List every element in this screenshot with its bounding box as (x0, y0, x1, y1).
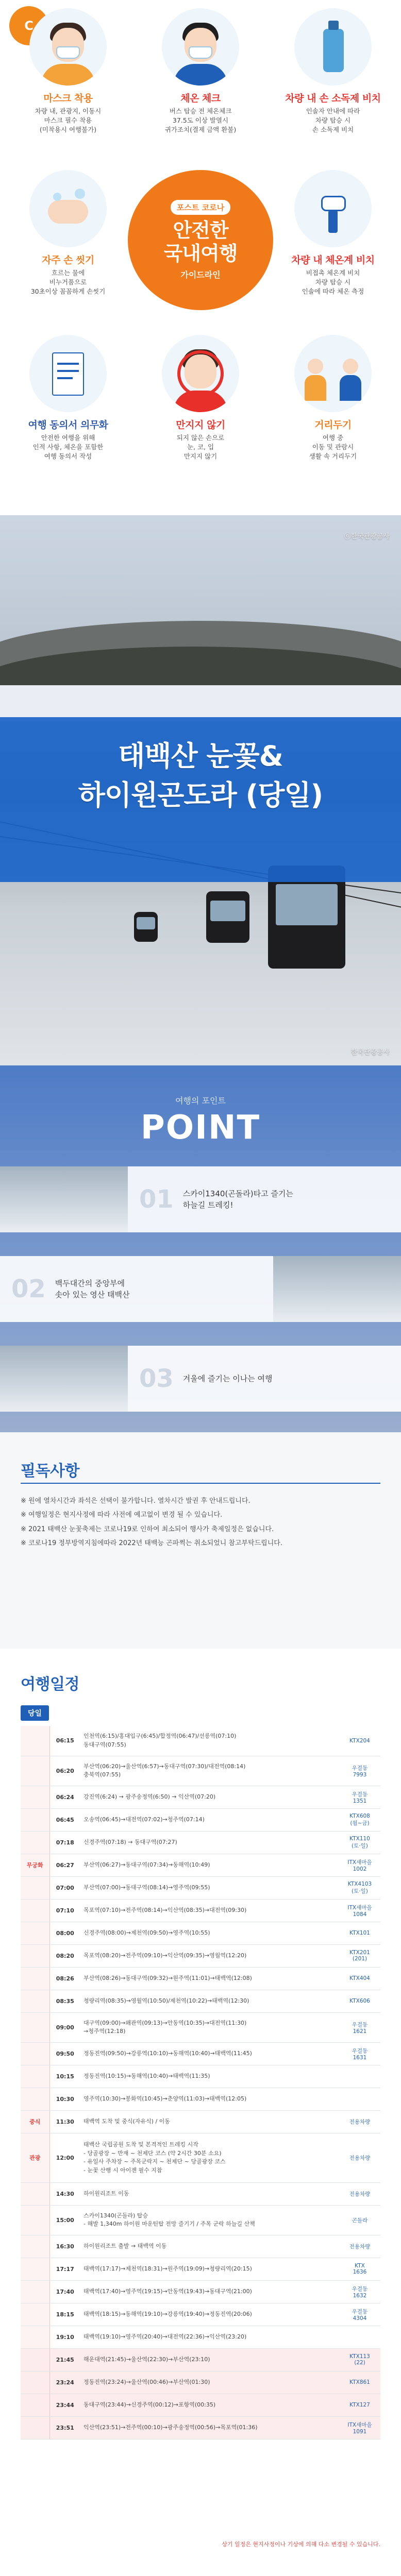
schedule-desc: 태백역 도착 및 중식(자유식) / 이동 (80, 2110, 339, 2133)
schedule-desc: 강진역(6:24) → 광주송정역(6:50) → 익산역(07:20) (80, 1786, 339, 1808)
guide-tile-desc: 차량 내, 관광지, 이동시 마스크 필수 착용 (미착용시 여행불가) (35, 107, 102, 134)
schedule-row (21, 1808, 380, 1831)
handwash-icon (29, 170, 107, 247)
schedule-desc: 부산역(08:26)→동대구역(09:32)→원주역(11:01)→태백역(12:08) (80, 1967, 339, 1990)
schedule-transport: KTX201 (201) (339, 1944, 380, 1967)
point-box (128, 1346, 401, 1412)
schedule-time: 08:00 (49, 1922, 80, 1944)
schedule-transport (339, 2088, 380, 2110)
guide-tile-desc: 비접촉 체온계 비치 차량 탑승 시 인솔에 따라 체온 측정 (302, 269, 364, 296)
schedule-desc: 태백산 국립공원 도착 및 본격적인 트레킹 시작 - 당골광장 ~ 반재 ~ 천제단 코스 (약 2시간 30분 소요) - 유일사 주차장 ~ 주목군락지 ~ 천제단 ~ 당골광장 코스 - 눈꽃 산행 시 아이젠 필수 지참 (80, 2133, 339, 2182)
schedule-group (21, 2182, 49, 2205)
schedule-row (21, 2348, 380, 2371)
schedule-table (21, 1726, 380, 2439)
schedule-desc: 부산역(07:00)→동대구역(08:14)→영주역(09:55) (80, 1876, 339, 1899)
schedule-time: 11:30 (49, 2110, 80, 2133)
schedule-group (21, 2371, 49, 2394)
schedule-group (21, 2065, 49, 2088)
guide-tile-desc: 되지 않은 손으로 눈, 코, 입 만지지 않기 (176, 434, 225, 461)
schedule-time: 23:44 (49, 2394, 80, 2416)
guide-tile-title: 만지지 않기 (176, 419, 225, 431)
schedule-group (21, 1922, 49, 1944)
schedule-transport: KTX861 (339, 2371, 380, 2394)
schedule-transport: KTX606 (339, 1990, 380, 2012)
point-item (0, 1346, 401, 1412)
schedule-row (21, 2133, 380, 2182)
point-subtitle: 여행의 포인트 (175, 1096, 226, 1106)
schedule-time: 06:27 (49, 1854, 80, 1876)
schedule-time: 08:20 (49, 1944, 80, 1967)
schedule-transport: 우걸동 7993 (339, 1756, 380, 1786)
schedule-desc: 정동진역(10:15)→동해역(10:40)→태백역(11:35) (80, 2065, 339, 2088)
point-box (128, 1166, 401, 1232)
schedule-group (21, 2088, 49, 2110)
schedule-group (21, 2303, 49, 2326)
point-item (0, 1256, 401, 1322)
day-tab[interactable]: 당일 (21, 1705, 49, 1721)
guideline-tag: 가이드라인 (180, 269, 221, 280)
guide-tile-title: 여행 동의서 의무화 (28, 419, 108, 431)
safety-guide-section (0, 0, 401, 515)
schedule-transport: 전용차량 (339, 2110, 380, 2133)
schedule-desc: 오송역(06:45)→대전역(07:02)→청주역(07:14) (80, 1808, 339, 1831)
thermometer-icon (294, 170, 372, 247)
schedule-row (21, 2065, 380, 2088)
schedule-transport: KTX 1636 (339, 2258, 380, 2280)
schedule-transport: 전용차량 (339, 2235, 380, 2258)
schedule-transport: KTX4103 (토·일) (339, 1876, 380, 1899)
notice-item: ※ 2021 태백산 눈꽃축제는 코로나19로 인하여 최소되어 행사가 축제일정은 없습니다. (21, 1525, 274, 1533)
point-number: 03 (139, 1364, 174, 1393)
schedule-row (21, 1726, 380, 1756)
mask-person-icon (29, 8, 107, 86)
schedule-transport: ITX새마을 1091 (339, 2416, 380, 2439)
schedule-desc: 하이원리조트 이동 (80, 2182, 339, 2205)
schedule-transport: KTX204 (339, 1726, 380, 1756)
schedule-transport: 전용차량 (339, 2133, 380, 2182)
document-icon (29, 335, 107, 412)
guide-tile-sanitizer (274, 8, 392, 134)
schedule-group (21, 2258, 49, 2280)
schedule-time: 09:50 (49, 2042, 80, 2065)
schedule-group (21, 2205, 49, 2235)
guide-tile-no-touch (142, 335, 259, 461)
schedule-desc: 익산역(23:51)→전주역(00:10)→광주송정역(00:56)→목포역(01:36) (80, 2416, 339, 2439)
gondola-car (206, 891, 249, 943)
schedule-transport: KTX110 (토·일) (339, 1831, 380, 1854)
schedule-row (21, 2280, 380, 2303)
schedule-section (0, 1649, 401, 2570)
schedule-row (21, 1854, 380, 1876)
schedule-desc: 부산역(06:20)→울산역(6:57)→동대구역(07:30)/대전역(08:14) 충북역(07:55) (80, 1756, 339, 1786)
schedule-row (21, 1786, 380, 1808)
guide-tile-desc: 버스 탑승 전 체온체크 37.5도 이상 발열시 귀가조치(결제 금액 환불) (164, 107, 237, 134)
schedule-group (21, 1756, 49, 1786)
schedule-desc: 부산역(06:27)→동대구역(07:34)→동해역(10:49) (80, 1854, 339, 1876)
schedule-desc: 신경주역(07:18) → 동대구역(07:27) (80, 1831, 339, 1854)
schedule-group (21, 2042, 49, 2065)
schedule-desc: 하이원리조트 출발 → 태백역 이동 (80, 2235, 339, 2258)
tour-title: 태백산 눈꽃& 하이원곤도라 (당일) (78, 740, 323, 811)
schedule-desc: 대구역(09:00)→왜관역(09:13)→안동역(10:35)→대전역(11:30) →청주역(12:18) (80, 2012, 339, 2042)
guide-tile-mask (9, 8, 127, 134)
notice-item: ※ 코로나19 정부방역지침에따라 2022년 태백능 곤파쩍는 취소되었니 참고부탁드립니다. (21, 1539, 282, 1547)
no-touch-face-icon (162, 335, 239, 412)
point-photo (0, 1346, 128, 1412)
hero-section (0, 515, 401, 1065)
schedule-time: 08:26 (49, 1967, 80, 1990)
guide-tile-temperature (142, 8, 259, 134)
schedule-group (21, 2348, 49, 2371)
guide-tile-title: 차량 내 손 소독제 비치 (285, 93, 381, 104)
schedule-time: 10:15 (49, 2065, 80, 2088)
schedule-row (21, 2303, 380, 2326)
schedule-group (21, 1990, 49, 2012)
schedule-time: 07:18 (49, 1831, 80, 1854)
schedule-transport: KTX101 (339, 1922, 380, 1944)
schedule-transport: ITX새마을 1002 (339, 1854, 380, 1876)
point-text: 스카이1340(곤돌라)타고 즐기는 하늘길 트레킹! (182, 1189, 293, 1210)
schedule-group (21, 2235, 49, 2258)
schedule-desc: 태백역(17:40)→영주역(19:15)→안동역(19:43)→동대구역(21:00) (80, 2280, 339, 2303)
schedule-time: 09:00 (49, 2012, 80, 2042)
point-box (0, 1256, 273, 1322)
guide-tile-distancing (274, 335, 392, 461)
schedule-group (21, 2280, 49, 2303)
destination-section (0, 2570, 401, 2576)
schedule-row (21, 1899, 380, 1922)
schedule-desc: 목포역(08:20)→전주역(09:10)→익산역(09:35)→영월역(12:20) (80, 1944, 339, 1967)
schedule-transport: 전용차량 (339, 2182, 380, 2205)
schedule-desc: 해운대역(21:45)→울산역(22:30)→부산역(23:10) (80, 2348, 339, 2371)
schedule-group (21, 1808, 49, 1831)
schedule-desc: 정동진역(23:24)→울산역(00:46)→부산역(01:30) (80, 2371, 339, 2394)
photo-credit-bottom: 한국관광공사 (350, 1048, 390, 1056)
schedule-time: 12:00 (49, 2133, 80, 2182)
point-text: 백두대간의 중앙부에 솟아 있는 영산 태백산 (55, 1278, 130, 1299)
schedule-row (21, 2042, 380, 2065)
schedule-row (21, 2394, 380, 2416)
schedule-time: 16:30 (49, 2235, 80, 2258)
schedule-desc: 스카이1340(곤돌라) 탑승 - 해발 1,340m 하이원 마운틴탑 전망 즐기기 / 주목 군락 하늘길 산책 (80, 2205, 339, 2235)
schedule-time: 06:24 (49, 1786, 80, 1808)
point-heading: POINT (140, 1109, 261, 1147)
schedule-transport: KTX113 (22) (339, 2348, 380, 2371)
schedule-row (21, 1876, 380, 1899)
point-number: 01 (139, 1185, 174, 1214)
schedule-desc: 영주역(10:30)→봉화역(10:45)→춘양역(11:03)→태백역(12:05) (80, 2088, 339, 2110)
guideline-title: 안전한 국내여행 (163, 219, 238, 265)
schedule-transport: KTX404 (339, 1967, 380, 1990)
schedule-desc: 청량리역(08:35)→영월역(10:50)/제천역(10:22)→태백역(12:30) (80, 1990, 339, 2012)
thermometer-person-icon (162, 8, 239, 86)
guide-tile-title: 자주 손 씻기 (42, 255, 94, 266)
schedule-group (21, 1967, 49, 1990)
schedule-time: 15:00 (49, 2205, 80, 2235)
schedule-desc: 동대구역(23:44)→신경주역(00:12)→포항역(00:35) (80, 2394, 339, 2416)
schedule-transport: 우걸동 4304 (339, 2303, 380, 2326)
guide-tile-desc: 흐르는 물에 비누거품으로 30초이상 꼼꼼하게 손씻기 (30, 269, 106, 296)
schedule-desc: 태백역(19:10)→영주역(20:40)→대전역(22:36)→익산역(23:20) (80, 2326, 339, 2348)
schedule-time: 06:20 (49, 1756, 80, 1786)
point-item (0, 1166, 401, 1232)
schedule-row (21, 2258, 380, 2280)
guide-tile-desc: 여행 중 이동 및 관람시 생활 속 거리두기 (309, 434, 357, 461)
schedule-desc: 신경주역(08:00)→제천역(09:50)→영주역(10:55) (80, 1922, 339, 1944)
schedule-group (21, 1726, 49, 1756)
schedule-transport (339, 2326, 380, 2348)
schedule-group (21, 1944, 49, 1967)
schedule-row (21, 2012, 380, 2042)
notice-item: ※ 여행일정은 현지사정에 따라 사전에 예고없이 변경 될 수 있습니다. (21, 1511, 223, 1519)
schedule-time: 07:10 (49, 1899, 80, 1922)
schedule-time: 14:30 (49, 2182, 80, 2205)
guide-tile-title: 거리두기 (314, 419, 352, 431)
schedule-time: 06:15 (49, 1726, 80, 1756)
schedule-row (21, 1967, 380, 1990)
guide-tile-consent (9, 335, 127, 461)
schedule-row (21, 2205, 380, 2235)
schedule-transport: KTX127 (339, 2394, 380, 2416)
brand-logo[interactable]: C (9, 6, 48, 45)
schedule-desc: 목포역(07:10)→전주역(08:14)→익산역(08:35)→대전역(09:30) (80, 1899, 339, 1922)
snowfield (0, 685, 401, 721)
schedule-transport: 곤돌라 (339, 2205, 380, 2235)
schedule-group: 중식 (21, 2110, 49, 2133)
schedule-group (21, 2012, 49, 2042)
sanitizer-icon (294, 8, 372, 86)
guide-tile-desc: 안전한 여행을 위해 인적 사항, 체온을 포함한 여행 동의서 작성 (32, 434, 104, 461)
guide-tile-thermometer (274, 170, 392, 296)
schedule-row (21, 2235, 380, 2258)
schedule-time: 08:35 (49, 1990, 80, 2012)
notice-item: ※ 원에 열차시간과 좌석은 선택이 불가합니다. 열차시간 발권 후 안내드립니다. (21, 1497, 250, 1505)
gondola-car (134, 912, 158, 942)
schedule-group (21, 1786, 49, 1808)
guide-tile-title: 마스크 착용 (43, 93, 93, 104)
schedule-row (21, 2371, 380, 2394)
schedule-time: 23:24 (49, 2371, 80, 2394)
notice-section (0, 1432, 401, 1649)
schedule-group: 무궁화 (21, 1854, 49, 1876)
schedule-transport: 우걸동 1351 (339, 1786, 380, 1808)
schedule-time: 17:17 (49, 2258, 80, 2280)
guide-tile-handwash (9, 170, 127, 296)
point-photo (273, 1256, 401, 1322)
schedule-time: 07:00 (49, 1876, 80, 1899)
section-divider (21, 1483, 380, 1484)
schedule-group (21, 1831, 49, 1854)
schedule-row (21, 1756, 380, 1786)
schedule-row (21, 1990, 380, 2012)
schedule-desc: 인천역(6:15)/홍대입구(6:45)/합정역(06:47)/선릉역(07:10) 동대구역(07:55) (80, 1726, 339, 1756)
schedule-row (21, 1922, 380, 1944)
notice-list (21, 1494, 380, 1550)
distancing-icon (294, 335, 372, 412)
schedule-time: 18:15 (49, 2303, 80, 2326)
point-text: 겨울에 즐기는 이나는 여행 (182, 1374, 273, 1383)
schedule-row (21, 2326, 380, 2348)
schedule-time: 19:10 (49, 2326, 80, 2348)
schedule-row (21, 2182, 380, 2205)
point-number: 02 (11, 1275, 46, 1303)
schedule-time: 23:51 (49, 2416, 80, 2439)
schedule-row (21, 2110, 380, 2133)
schedule-desc: 태백역(17:17)→제천역(18:31)→원주역(19:09)→청량리역(20:15) (80, 2258, 339, 2280)
schedule-row (21, 1944, 380, 1967)
schedule-transport: ITX새마을 1084 (339, 1899, 380, 1922)
guide-tile-title: 체온 체크 (180, 93, 221, 104)
tour-point-section (0, 1065, 401, 1432)
schedule-time: 06:45 (49, 1808, 80, 1831)
schedule-transport (339, 2065, 380, 2088)
schedule-transport: KTX608 (월~금) (339, 1808, 380, 1831)
guide-tile-desc: 인솔자 안내에 따라 차량 탑승 시 손 소독제 비치 (306, 107, 360, 134)
schedule-group (21, 1899, 49, 1922)
schedule-time: 17:40 (49, 2280, 80, 2303)
schedule-group (21, 2416, 49, 2439)
photo-credit: ⓒ한국관광공사 (344, 533, 390, 540)
schedule-row (21, 2416, 380, 2439)
schedule-time: 21:45 (49, 2348, 80, 2371)
notice-title: 필독사항 (21, 1462, 79, 1480)
schedule-row (21, 1831, 380, 1854)
post-corona-guideline-badge (128, 170, 273, 310)
guide-tile-title: 차량 내 체온계 비치 (291, 255, 375, 266)
point-photo (0, 1166, 128, 1232)
schedule-desc: 정동진역(09:50)→강릉역(10:10)→동해역(10:40)→태백역(11:45) (80, 2042, 339, 2065)
schedule-footnote: 상기 일정은 현지사정이나 기상에 의해 다소 변경될 수 있습니다. (222, 2541, 380, 2548)
schedule-row (21, 2088, 380, 2110)
schedule-group: 관광 (21, 2133, 49, 2182)
guideline-badge-label: 포스트 코로나 (171, 200, 230, 215)
schedule-transport: 우걸동 1632 (339, 2280, 380, 2303)
schedule-transport: 우걸동 1621 (339, 2012, 380, 2042)
schedule-group (21, 2394, 49, 2416)
schedule-desc: 태백역(18:15)→동해역(19:10)→강릉역(19:40)→정동진역(20:06) (80, 2303, 339, 2326)
schedule-title: 여행일정 (21, 1675, 79, 1693)
schedule-group (21, 2326, 49, 2348)
schedule-transport: 우걸동 1631 (339, 2042, 380, 2065)
schedule-time: 10:30 (49, 2088, 80, 2110)
schedule-group (21, 1876, 49, 1899)
